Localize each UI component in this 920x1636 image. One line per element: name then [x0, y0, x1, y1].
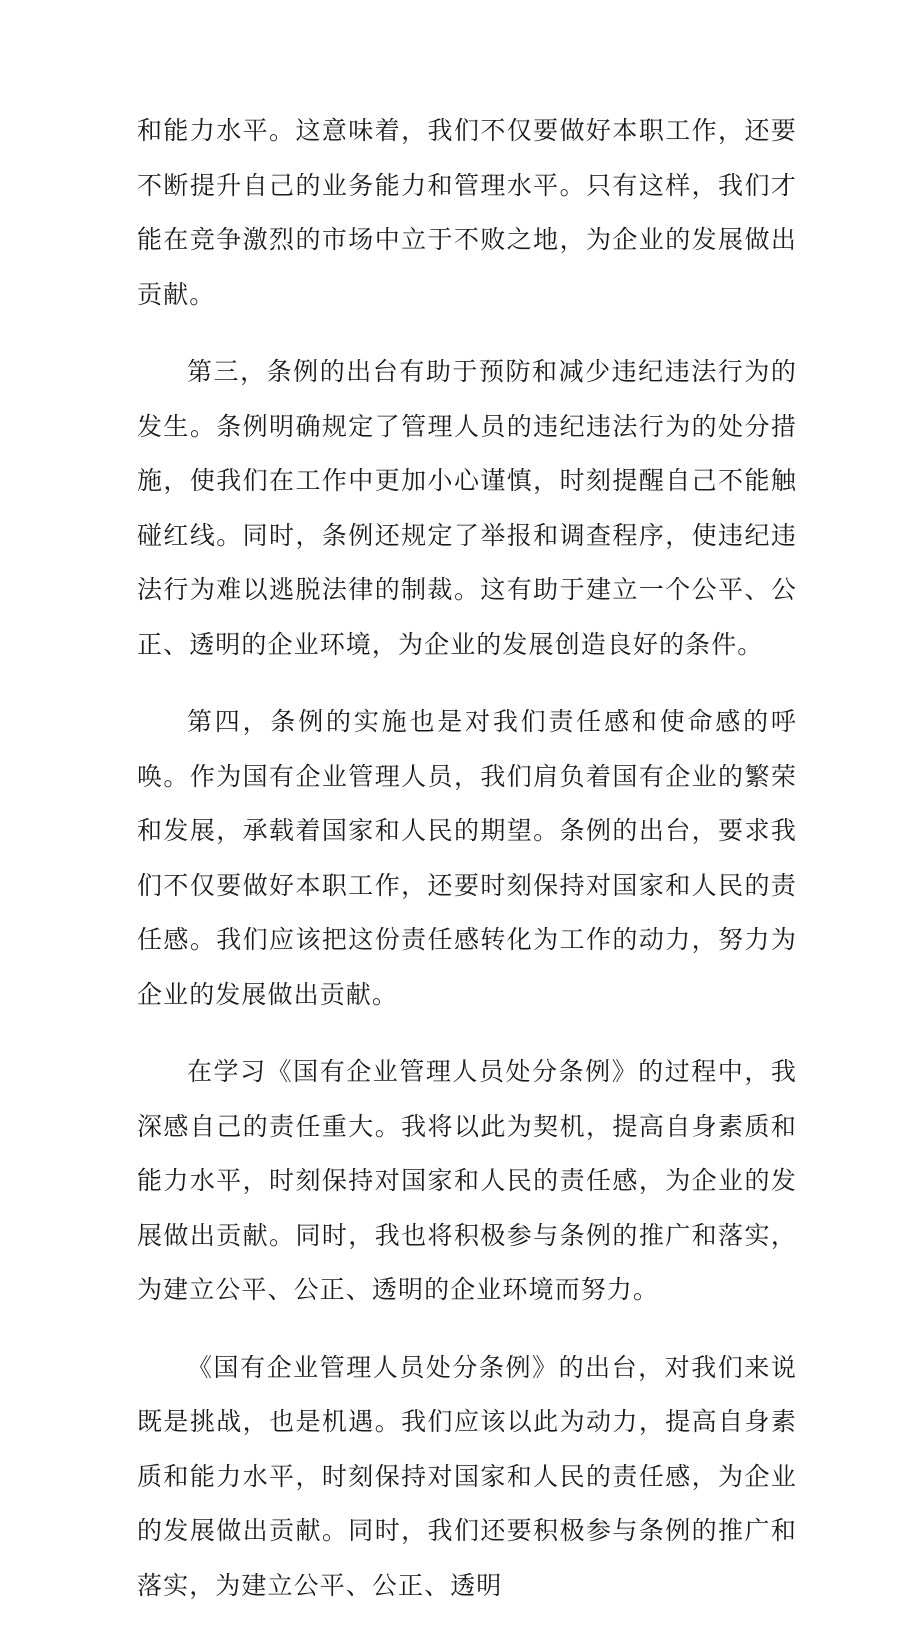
paragraph-5: 《国有企业管理人员处分条例》的出台，对我们来说既是挑战，也是机遇。我们应该以此为动力，提高自身素质和能力水平，时刻保持对国家和人民的责任感，为企业的发展做出贡献。同时，我们还要积极参与条例的推广和落实，为建立公平、公正、透明 [137, 1352, 797, 1600]
paragraph-4: 在学习《国有企业管理人员处分条例》的过程中，我深感自己的责任重大。我将以此为契机，提高自身素质和能力水平，时刻保持对国家和人民的责任感，为企业的发展做出贡献。同时，我也将积极参与条例的推广和落实，为建立公平、公正、透明的企业环境而努力。 [137, 1057, 797, 1304]
paragraph-3: 第四，条例的实施也是对我们责任感和使命感的呼唤。作为国有企业管理人员，我们肩负着国有企业的繁荣和发展，承载着国家和人民的期望。条例的出台，要求我们不仅要做好本职工作，还要时刻保持对国家和人民的责任感。我们应该把这份责任感转化为工作的动力，努力为企业的发展做出贡献。 [137, 707, 797, 1009]
paragraph-1: 和能力水平。这意味着，我们不仅要做好本职工作，还要不断提升自己的业务能力和管理水平。只有这样，我们才能在竞争激烈的市场中立于不败之地，为企业的发展做出贡献。 [137, 116, 797, 309]
document-body [137, 104, 797, 1636]
paragraph-2: 第三，条例的出台有助于预防和减少违纪违法行为的发生。条例明确规定了管理人员的违纪违法行为的处分措施，使我们在工作中更加小心谨慎，时刻提醒自己不能触碰红线。同时，条例还规定了举报和调查程序，使违纪违法行为难以逃脱法律的制裁。这有助于建立一个公平、公正、透明的企业环境，为企业的发展创造良好的条件。 [137, 357, 797, 659]
